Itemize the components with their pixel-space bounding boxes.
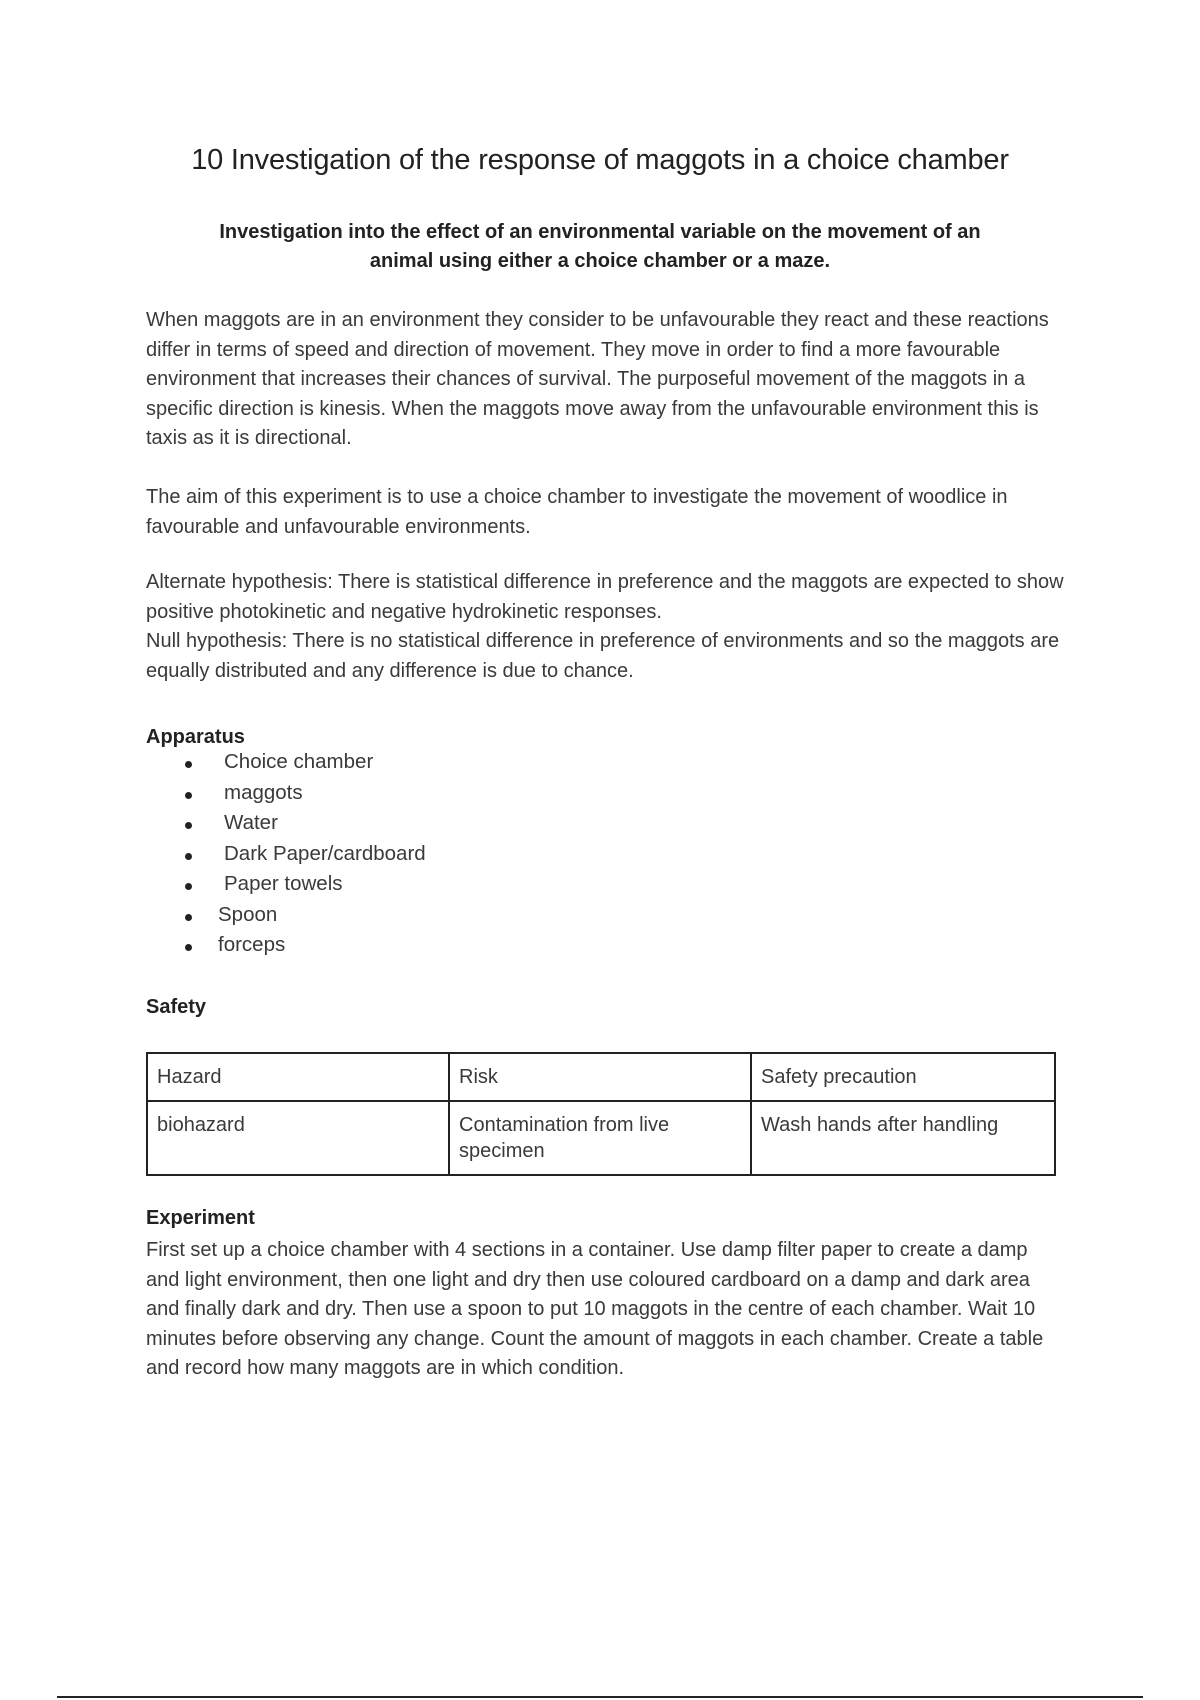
page-bottom-divider bbox=[57, 1696, 1143, 1698]
table-header-cell: Hazard bbox=[147, 1053, 449, 1101]
experiment-heading: Experiment bbox=[146, 1207, 255, 1229]
list-item-label: Water bbox=[224, 811, 278, 834]
bullet-icon bbox=[185, 914, 192, 921]
safety-heading: Safety bbox=[146, 996, 207, 1018]
subtitle-line-1: Investigation into the effect of an environmental variable on the movement of an bbox=[219, 221, 981, 243]
safety-table bbox=[146, 1052, 1056, 1176]
list-item-label: Choice chamber bbox=[224, 750, 374, 773]
list-item-label: forceps bbox=[218, 933, 286, 956]
aim-paragraph: The aim of this experiment is to use a choice chamber to investigate the movement of woodlice in favourable and unfavourable environments. bbox=[146, 486, 1008, 538]
bullet-icon bbox=[185, 822, 192, 829]
list-item-label: Paper towels bbox=[224, 872, 343, 895]
experiment-paragraph: First set up a choice chamber with 4 sections in a container. Use damp filter paper to create a damp and light environment, then one light and dry then use coloured cardboard on a damp and dark area and finally dark and dry. Then use a spoon to put 10 maggots in the centre of each chamber. Wait 10 minutes before observing any change. Count the amount of maggots in each chamber. Create a table and record how many maggots are in which condition. bbox=[146, 1239, 1044, 1379]
table-row bbox=[147, 1101, 1055, 1175]
bullet-icon bbox=[185, 853, 192, 860]
apparatus-heading: Apparatus bbox=[146, 726, 245, 748]
table-header-cell: Risk bbox=[449, 1053, 751, 1101]
list-item-label: Spoon bbox=[218, 902, 278, 926]
list-item-label: Dark Paper/cardboard bbox=[224, 841, 426, 865]
table-header-row bbox=[147, 1053, 1055, 1101]
page-title: 10 Investigation of the response of maggots in a choice chamber bbox=[191, 144, 1009, 176]
table-cell: Wash hands after handling bbox=[751, 1101, 1055, 1175]
null-hypothesis: Null hypothesis: There is no statistical difference in preference of environments and so the maggots are equally distributed and any difference is due to chance. bbox=[146, 630, 1060, 682]
subtitle bbox=[170, 218, 1030, 276]
bullet-icon bbox=[185, 883, 192, 890]
bullet-icon bbox=[185, 792, 192, 799]
bullet-icon bbox=[185, 944, 192, 951]
list-item-label: maggots bbox=[224, 780, 303, 804]
alternate-hypothesis: Alternate hypothesis: There is statistical difference in preference and the maggots are expected to show positive photokinetic and negative hydrokinetic responses. bbox=[146, 571, 1064, 623]
table-cell: Contamination from live specimen bbox=[449, 1101, 751, 1175]
bullet-icon bbox=[185, 761, 192, 768]
subtitle-line-2: animal using either a choice chamber or a maze. bbox=[369, 250, 831, 272]
table-cell: biohazard bbox=[147, 1101, 449, 1175]
intro-paragraph: When maggots are in an environment they consider to be unfavourable they react and these reactions differ in terms of speed and direction of movement. They move in order to find a more favourable environment that increases their chances of survival. The purposeful movement of the maggots in a specific direction is kinesis. When the maggots move away from the unfavourable environment this is taxis as it is directional. bbox=[146, 309, 1049, 449]
table-header-cell: Safety precaution bbox=[751, 1053, 1055, 1101]
